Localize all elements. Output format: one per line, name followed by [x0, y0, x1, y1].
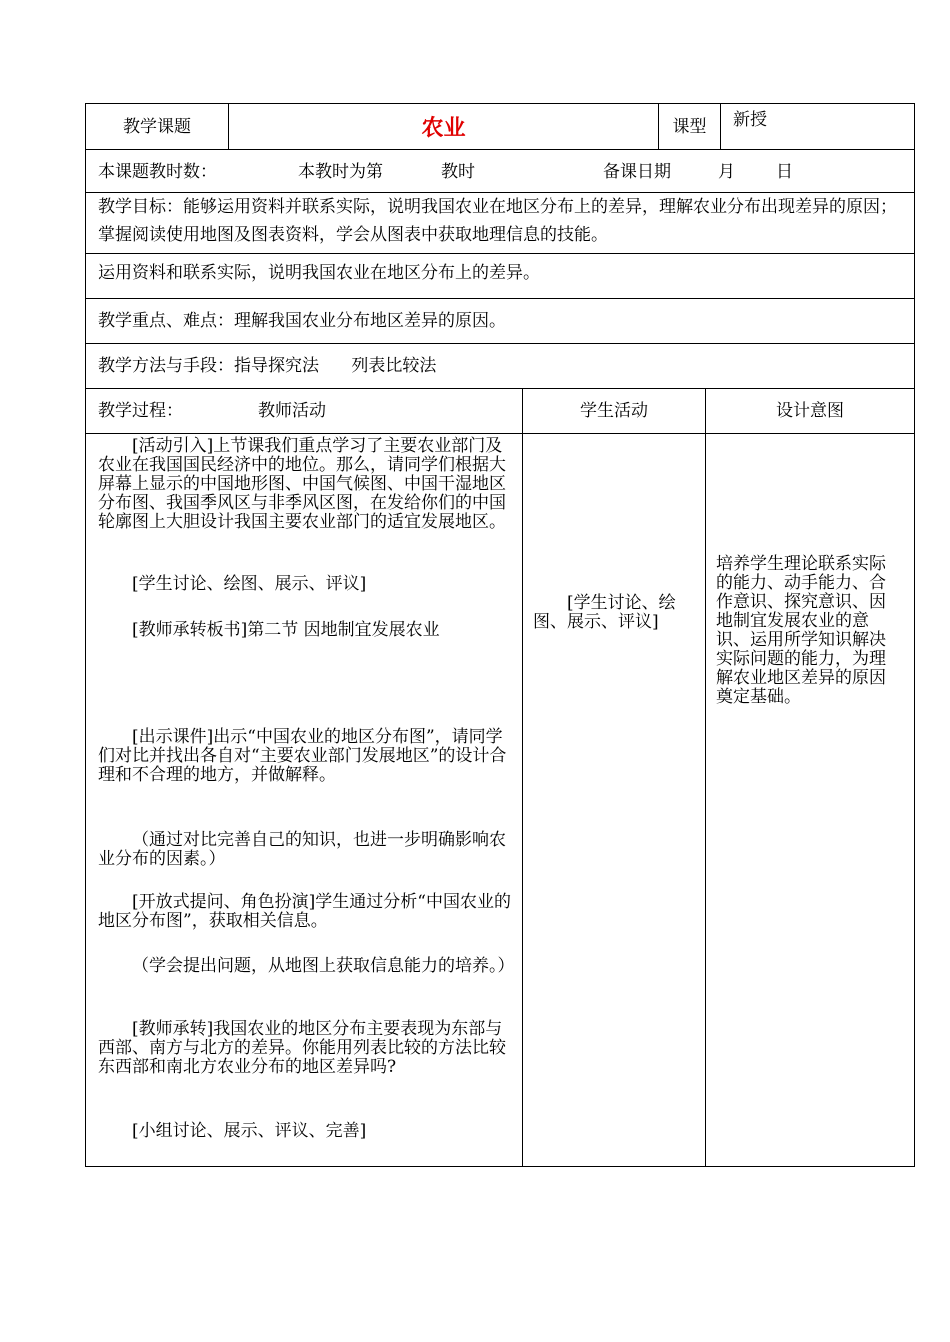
- key-points-row: [86, 299, 914, 344]
- student-activity-header: 学生活动: [523, 389, 706, 433]
- methods-row: [86, 344, 914, 389]
- topic-title: 农业: [229, 104, 659, 149]
- design-intent-header: 设计意图: [776, 401, 844, 421]
- teacher-activity-discussion: [学生讨论、绘图、展示、评议]: [132, 574, 367, 594]
- methods-text: 教学方法与手段：指导探究法 列表比较法: [98, 356, 437, 376]
- lesson-plan-table: [85, 103, 915, 1167]
- teacher-activity-question-note: （学会提出问题，从地图上获取信息能力的培养。）: [132, 956, 515, 976]
- process-teacher-header: [86, 389, 523, 433]
- lesson-type-value: 新授: [733, 110, 767, 130]
- hours-label: 本课题教时数：: [98, 162, 217, 182]
- design-intent-cell: [706, 434, 914, 1166]
- hour-unit-label: 教时: [441, 162, 475, 182]
- hours-row: [86, 150, 914, 193]
- prep-date-label: 备课日期: [603, 162, 671, 182]
- prep-month-label: 月: [718, 162, 735, 182]
- teacher-activity-cell: [86, 434, 523, 1166]
- current-hour-label: 本教时为第: [298, 162, 383, 182]
- teacher-activity-courseware: [出示课件]出示“中国农业的地区分布图”，请同学们对比并找出各自对“主要农业部门发展地区”的设计合理和不合理的地方，并做解释。: [98, 727, 507, 785]
- prep-day-label: 日: [776, 162, 793, 182]
- key-points-text: 教学重点、难点：理解我国农业分布地区差异的原因。: [98, 311, 506, 331]
- objective-text: 教学目标：能够运用资料并联系实际，说明我国农业在地区分布上的差异，理解农业分布出现差异的原因；掌握阅读使用地图及图表资料，学会从图表中获取地理信息的技能。: [98, 197, 897, 245]
- teacher-activity-open-question: [开放式提问、角色扮演]学生通过分析“中国农业的地区分布图”，获取相关信息。: [98, 892, 511, 931]
- lesson-type-label: 课型: [659, 104, 721, 149]
- student-activity-text: [学生讨论、绘图、展示、评议]: [533, 593, 676, 632]
- objective-row: [86, 193, 914, 254]
- teacher-activity-header: 教师活动: [258, 401, 326, 421]
- topic-label: 教学课题: [86, 104, 229, 149]
- header-row: [86, 104, 914, 150]
- teacher-activity-board: [教师承转板书]第二节 因地制宜发展农业: [132, 620, 440, 640]
- process-label: 教学过程：: [98, 401, 183, 421]
- process-body-row: [86, 434, 914, 1166]
- student-activity-cell: [523, 434, 706, 1166]
- teacher-activity-transition: [教师承转]我国农业的地区分布主要表现为东部与西部、南方与北方的差异。你能用列表比较的方法比较东西部和南北方农业分布的地区差异吗?: [98, 1019, 506, 1077]
- teacher-activity-group: [小组讨论、展示、评议、完善]: [132, 1121, 367, 1141]
- process-header-row: [86, 389, 914, 434]
- practice-row: [86, 254, 914, 299]
- teacher-activity-compare-note: （通过对比完善自己的知识，也进一步明确影响农业分布的因素。）: [98, 830, 506, 869]
- design-intent-text: 培养学生理论联系实际的能力、动手能力、合作意识、探究意识、因地制宜发展农业的意识、运用所学知识解决实际问题的能力，为理解农业地区差异的原因奠定基础。: [716, 554, 886, 707]
- teacher-activity-intro: [活动引入]上节课我们重点学习了主要农业部门及农业在我国国民经济中的地位。那么，请同学们根据大屏幕上显示的中国地形图、中国气候图、中国干湿地区分布图、我国季风区与非季风区图，在发给你们的中国轮廓图上大胆设计我国主要农业部门的适宜发展地区。: [98, 436, 506, 532]
- practice-text: 运用资料和联系实际，说明我国农业在地区分布上的差异。: [98, 263, 540, 283]
